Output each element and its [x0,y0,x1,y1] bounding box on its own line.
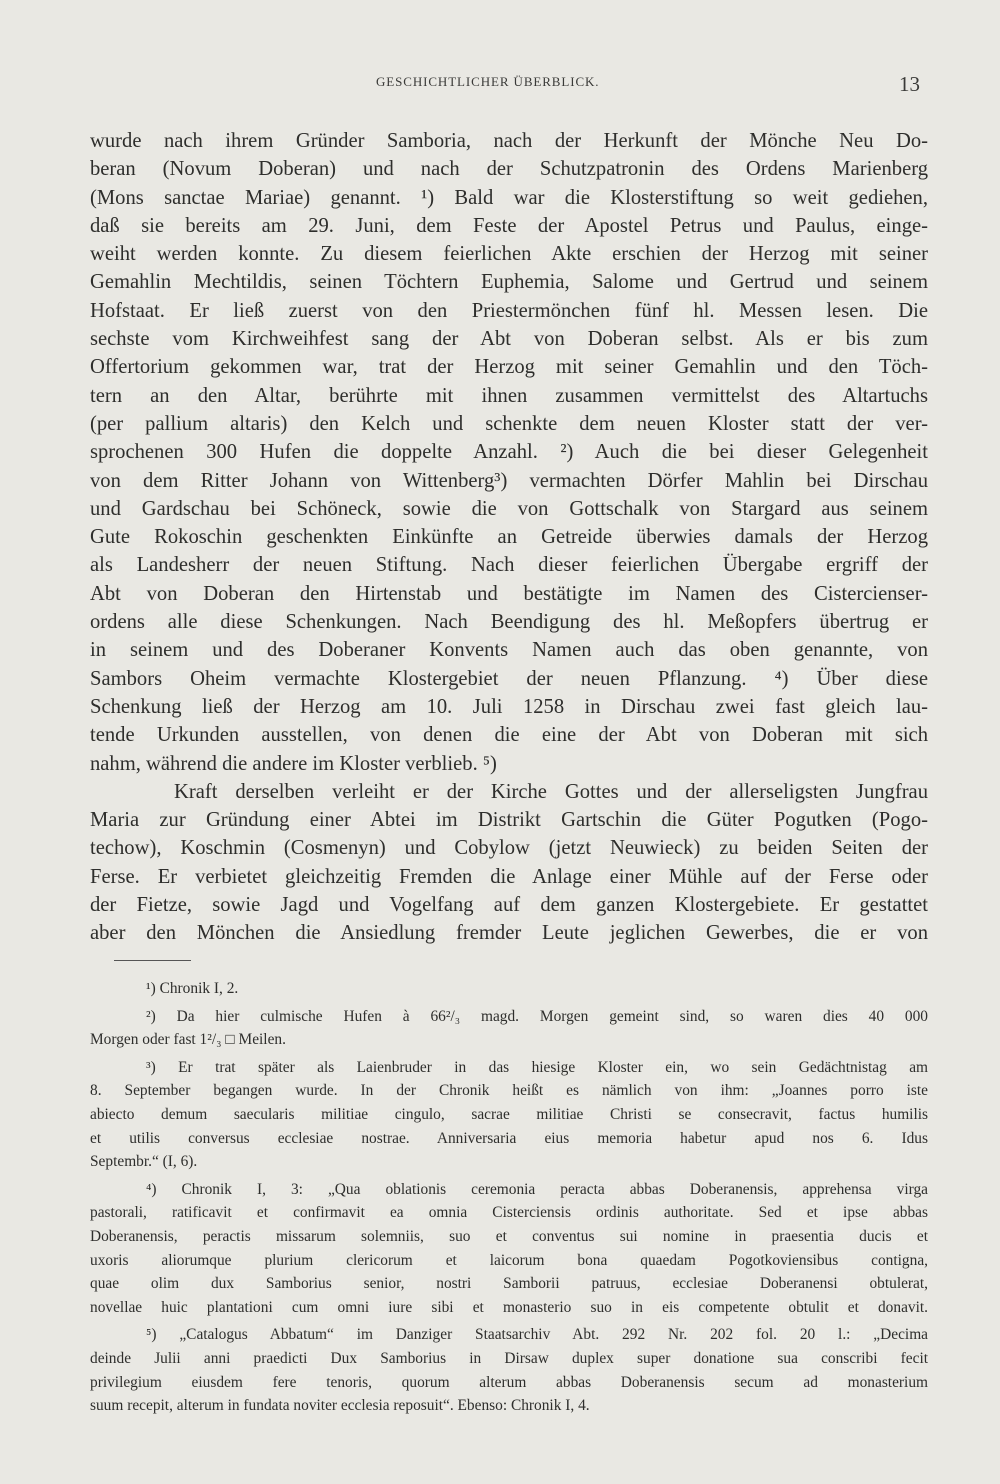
footnote-divider [114,960,191,961]
footnote-line: ⁵) „Catalogus Abbatum“ im Danziger Staatsarchiv Abt. 292 Nr. 202 fol. 20 l.: „Decima [146,1326,928,1344]
body-text [90,127,928,948]
text-line: (per pallium altaris) den Kelch und schenkte dem neuen Kloster statt der ver- [90,412,928,435]
text-line: Offertorium gekommen war, trat der Herzog mit seiner Gemahlin und den Töch- [90,356,928,379]
text-line: Ferse. Er verbietet gleichzeitig Fremden die Anlage einer Mühle auf der Ferse oder [90,865,928,888]
text-line: in seinem und des Doberaner Konvents Namen auch das oben genannte, von [90,639,928,662]
footnote-line: Doberanensis, peractis missarum solemniis, suo et conventus sui nomine in praesentia ducis et [90,1227,928,1245]
text-line: und Gardschau bei Schöneck, sowie die von Gottschalk von Stargard aus seinem [90,497,928,520]
footnote-line: ⁴) Chronik I, 3: „Qua oblationis ceremonia peracta abbas Doberanensis, apprehensa virga [146,1180,928,1198]
text-line: sprochenen 300 Hufen die doppelte Anzahl. ²) Auch die bei dieser Gelegenheit [90,441,928,464]
footnote-line: 8. September begangen wurde. In der Chronik heißt es nämlich von ihm: „Joannes porro iste [90,1082,928,1100]
text-line: von dem Ritter Johann von Wittenberg³) vermachten Dörfer Mahlin bei Dirschau [90,469,928,492]
footnote-line: Morgen oder fast 1²/₃ □ Meilen. [90,1031,286,1049]
text-line: Abt von Doberan den Hirtenstab und bestätigte im Namen des Cistercienser- [90,582,928,605]
footnote-line: suum recepit, alterum in fundata noviter ecclesia reposuit“. Ebenso: Chronik I, 4. [90,1397,590,1415]
text-line: Sambors Oheim vermachte Klostergebiet der neuen Pflanzung. ⁴) Über diese [90,667,928,690]
text-line: tern an den Altar, berührte mit ihnen zusammen vermittelst des Altartuchs [90,384,928,407]
footnotes [90,977,928,1418]
text-line: beran (Novum Doberan) und nach der Schutzpatronin des Ordens Marienberg [90,158,928,181]
footnote-line: Septembr.“ (I, 6). [90,1153,198,1171]
footnote-line: quae olim dux Samborius senior, nostri Samborii patruus, ecclesiae Doberanensi obtulerat, [90,1275,928,1293]
text-line: sechste vom Kirchweihfest sang der Abt von Doberan selbst. Als er bis zum [90,328,928,351]
footnote-line: ¹) Chronik I, 2. [146,980,239,997]
text-line: (Mons sanctae Mariae) genannt. ¹) Bald war die Klosterstiftung so weit gediehen, [90,186,928,209]
text-line: tende Urkunden ausstellen, von denen die eine der Abt von Doberan mit sich [90,724,928,747]
text-line: ordens alle diese Schenkungen. Nach Beendigung des hl. Meßopfers übertrug er [90,611,928,634]
footnote-line: privilegium eiusdem fere tenoris, quorum alterum abbas Doberanensis secum ad monasterium [90,1373,928,1391]
text-line: aber den Mönchen die Ansiedlung fremder Leute jeglichen Gewerbes, die er von [90,922,928,945]
footnote-line: abiecto demum saecularis militiae cingulo, sacrae militiae Christi se consecravit, factus humilis [90,1105,928,1123]
text-line: techow), Koschmin (Cosmenyn) und Cobylow (jetzt Neuwieck) zu beiden Seiten der [90,837,928,860]
footnote-line: uxoris aliorumque plurium clericorum et laicorum bona quaedam Pogotkoviensibus contigna, [90,1251,928,1269]
running-head [0,72,1000,94]
running-title: GESCHICHTLICHER ÜBERBLICK. [376,74,600,89]
text-line: nahm, während die andere im Kloster verblieb. ⁵) [90,752,497,775]
text-line: wurde nach ihrem Gründer Samboria, nach der Herkunft der Mönche Neu Do- [90,130,928,152]
text-line: daß sie bereits am 29. Juni, dem Feste der Apostel Petrus und Paulus, einge- [90,214,928,237]
footnote-line: pastorali, ratificavit et confirmavit ea omnia Cisterciensis ordinis authoritate. Sed et ipse abbas [90,1204,928,1222]
footnote-line: et utilis conversus ecclesiae nostrae. Anniversaria eius memoria habetur apud nos 6. Idus [90,1129,928,1147]
text-line: Gute Rokoschin geschenkten Einkünfte an Getreide überwies damals der Herzog [90,526,928,549]
text-line: weiht werden konnte. Zu diesem feierlichen Akte erschien der Herzog mit seiner [90,243,928,266]
text-line: Schenkung ließ der Herzog am 10. Juli 1258 in Dirschau zwei fast gleich lau- [90,695,928,718]
text-line: Kraft derselben verleiht er der Kirche Gottes und der allerseligsten Jungfrau [174,780,928,803]
text-line: der Fietze, sowie Jagd und Vogelfang auf dem ganzen Klostergebiete. Er gestattet [90,894,928,917]
text-line: als Landesherr der neuen Stiftung. Nach dieser feierlichen Übergabe ergriff der [90,554,928,577]
footnote-line: deinde Julii anni praedicti Dux Samborius in Dirsaw duplex super donatione sua conscribi fecit [90,1349,928,1367]
text-line: Hofstaat. Er ließ zuerst von den Priestermönchen fünf hl. Messen lesen. Die [90,299,928,322]
footnote-line: ²) Da hier culmische Hufen à 66²/₃ magd. Morgen gemeint sind, so waren dies 40 000 [146,1007,928,1025]
page-number: 13 [899,72,920,96]
footnote-line: novellae huic plantationi cum omni iure sibi et monasterio suo in eis competente obtulit et donavit. [90,1298,928,1316]
footnote-line: ³) Er trat später als Laienbruder in das hiesige Kloster ein, wo sein Gedächtnistag am [146,1058,928,1076]
text-line: Gemahlin Mechtildis, seinen Töchtern Euphemia, Salome und Gertrud und seinem [90,271,928,294]
text-line: Maria zur Gründung einer Abtei im Distrikt Gartschin die Güter Pogutken (Pogo- [90,809,928,832]
